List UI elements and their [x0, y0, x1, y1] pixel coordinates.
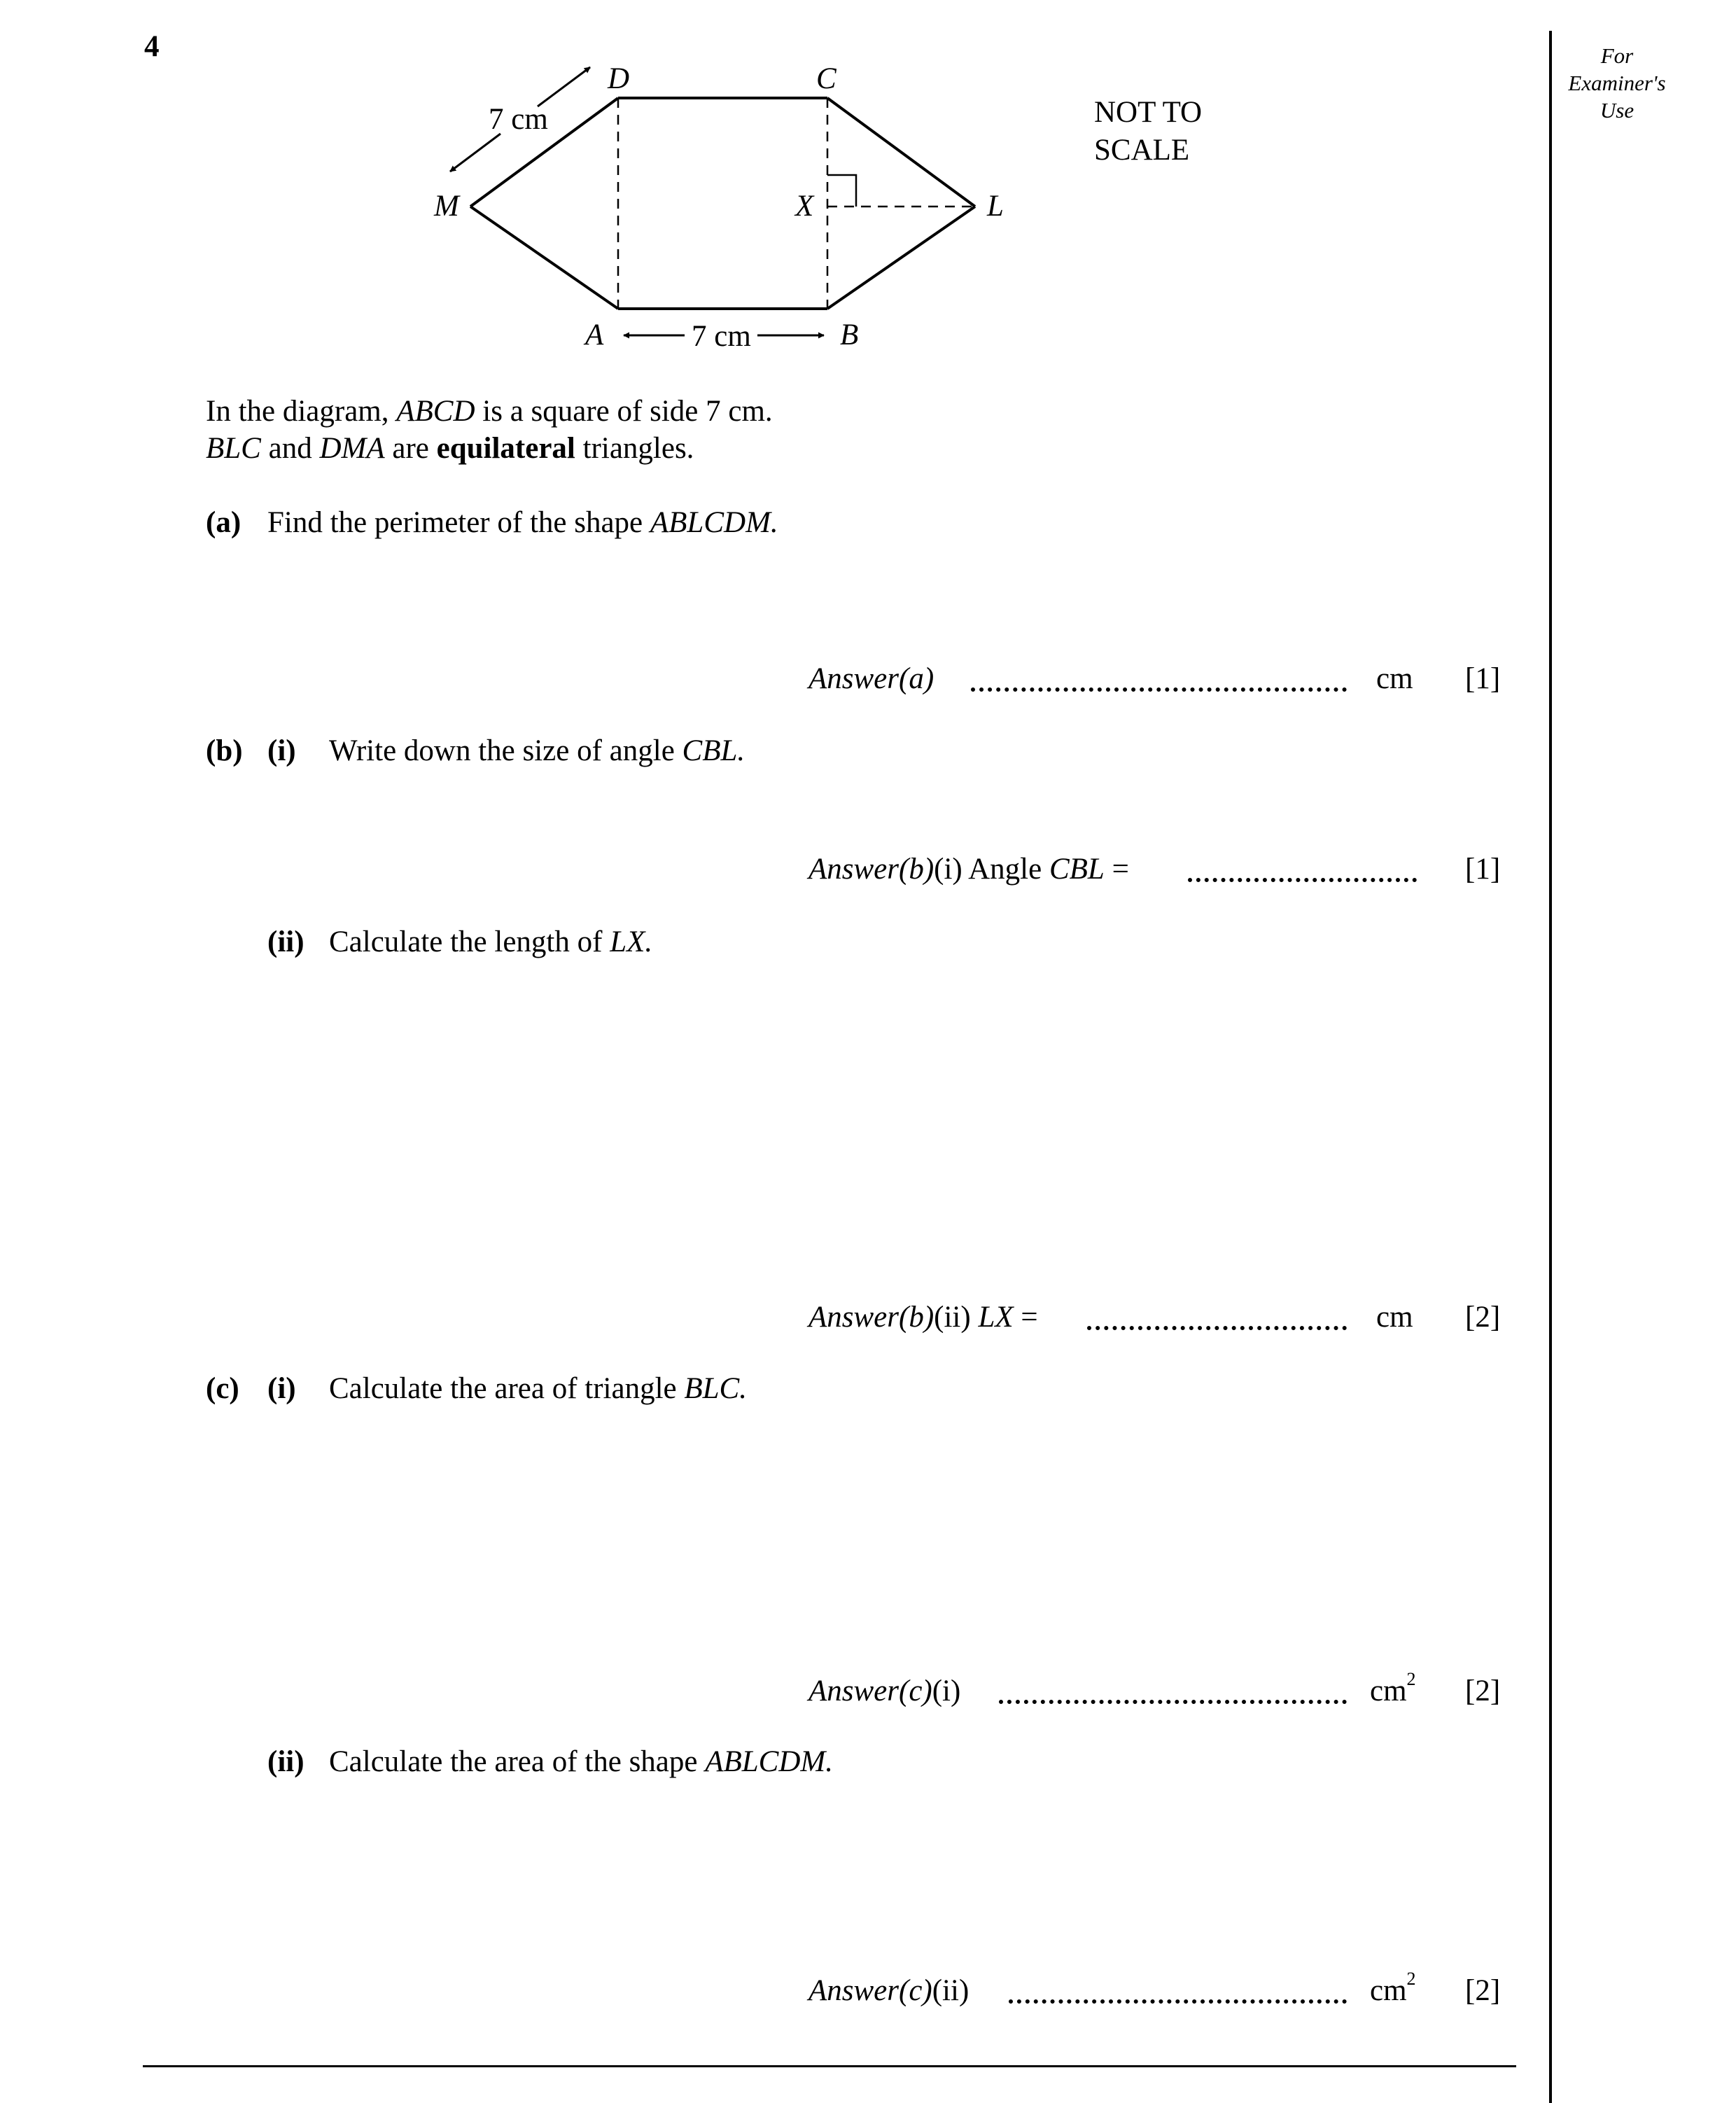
answer-label-italic: Answer(b) [808, 853, 934, 886]
intro-text: is a square of side 7 cm. [475, 395, 773, 428]
not-to-scale-line-2: SCALE [1094, 134, 1190, 167]
answer-c-ii-unit [1370, 1969, 1416, 2007]
answer-label-equals: = [1013, 1301, 1038, 1334]
intro-var-blc: BLC [206, 432, 261, 465]
question-var: ABLCDM. [705, 1745, 833, 1778]
question-c-label: (c) [206, 1372, 239, 1405]
edge-cl [827, 98, 975, 207]
edge-lb [827, 207, 975, 309]
answer-a-label: Answer(a) [808, 662, 934, 695]
answer-b-ii-input[interactable] [1087, 1326, 1347, 1330]
right-angle-mark [827, 175, 856, 207]
examiner-label-line-2: Examiner's [1568, 71, 1666, 95]
answer-label-italic: Answer(c) [808, 1974, 932, 2007]
answer-c-ii-input[interactable] [1009, 1999, 1347, 2004]
question-text: Calculate the area of triangle [329, 1372, 685, 1405]
question-text: Find the perimeter of the shape [267, 506, 650, 539]
answer-c-i-label [808, 1676, 960, 1706]
intro-var-abcd: ABCD [396, 395, 475, 428]
answer-label-text: (ii) [934, 1301, 979, 1334]
question-c-i-label: (i) [267, 1372, 296, 1405]
unit-superscript: 2 [1406, 1969, 1416, 1989]
intro-var-dma: DMA [319, 432, 385, 465]
bottom-rule [143, 2065, 1516, 2067]
vertex-label-l: L [987, 190, 1004, 223]
question-b-label: (b) [206, 734, 243, 767]
answer-b-i-label [808, 854, 1129, 884]
answer-b-ii-label [808, 1302, 1038, 1332]
question-text: Write down the size of angle [329, 734, 682, 767]
answer-c-i-unit [1370, 1669, 1416, 1707]
dimension-label-ab: 7 cm [692, 320, 751, 353]
intro-text: triangles. [575, 432, 694, 465]
answer-a-unit: cm [1376, 662, 1413, 695]
vertex-label-d: D [608, 62, 630, 95]
answer-label-text: (i) Angle [934, 853, 1049, 886]
question-var: ABLCDM. [650, 506, 778, 539]
examiner-label-line-3: Use [1600, 98, 1634, 123]
hexagon-diagram [0, 0, 1736, 364]
answer-label-italic: Answer(b) [808, 1301, 934, 1334]
unit-superscript: 2 [1406, 1669, 1416, 1689]
edge-am [470, 207, 618, 309]
question-var: BLC. [684, 1372, 747, 1405]
answer-b-ii-marks: [2] [1465, 1301, 1501, 1334]
vertex-label-c: C [816, 62, 836, 95]
dimension-label-md: 7 cm [489, 103, 548, 136]
answer-c-ii-marks: [2] [1465, 1974, 1501, 2007]
question-var: CBL. [682, 734, 746, 767]
answer-c-ii-label [808, 1976, 969, 2006]
question-b-ii-text [329, 927, 652, 957]
answer-label-var: CBL [1049, 853, 1105, 886]
answer-label-var: LX [978, 1301, 1014, 1334]
answer-b-ii-unit: cm [1376, 1301, 1413, 1334]
question-a-label: (a) [206, 506, 241, 539]
vertex-label-b: B [840, 319, 859, 351]
answer-label-text: (ii) [932, 1974, 969, 2007]
question-c-ii-text [329, 1747, 833, 1777]
not-to-scale-line-1: NOT TO [1094, 96, 1203, 129]
intro-text: are [384, 432, 437, 465]
unit-text: cm [1370, 1974, 1407, 2007]
intro-text: In the diagram, [206, 395, 397, 428]
question-b-i-text [329, 736, 745, 766]
question-text: Calculate the area of the shape [329, 1745, 706, 1778]
question-c-ii-label: (ii) [267, 1745, 304, 1778]
answer-c-i-marks: [2] [1465, 1675, 1501, 1707]
vertex-label-m: M [434, 190, 459, 223]
page-number: 4 [144, 30, 160, 63]
answer-c-i-input[interactable] [999, 1700, 1347, 1704]
answer-label-italic: Answer(c) [808, 1675, 932, 1707]
answer-b-i-marks: [1] [1465, 853, 1501, 886]
answer-label-text: (i) [932, 1675, 961, 1707]
vertex-label-a: A [585, 319, 604, 351]
question-text: Calculate the length of [329, 925, 610, 958]
question-var: LX. [610, 925, 653, 958]
intro-bold-equilateral: equilateral [436, 432, 575, 465]
dimension-arrow-md-upper [538, 67, 590, 106]
question-b-i-label: (i) [267, 734, 296, 767]
answer-b-i-input[interactable] [1188, 878, 1417, 882]
answer-a-marks: [1] [1465, 662, 1501, 695]
intro-line-1 [206, 396, 773, 426]
intro-line-2 [206, 433, 694, 463]
answer-a-input[interactable] [971, 687, 1347, 692]
intro-text: and [260, 432, 320, 465]
vertex-label-x: X [795, 190, 814, 223]
question-a-text [267, 508, 778, 538]
examiner-label-line-1: For [1600, 43, 1634, 68]
question-c-i-text [329, 1374, 747, 1404]
question-b-ii-label: (ii) [267, 925, 304, 958]
answer-label-equals: = [1104, 853, 1129, 886]
unit-text: cm [1370, 1675, 1407, 1707]
dimension-arrow-md-lower [450, 134, 500, 172]
